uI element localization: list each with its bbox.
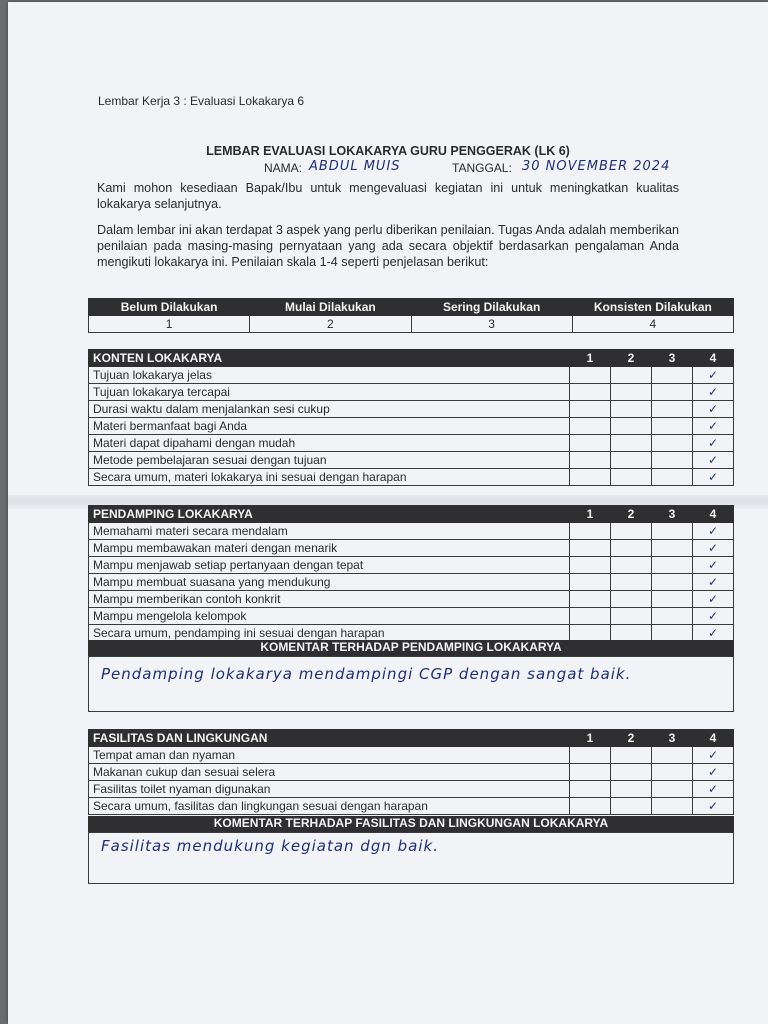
table-row (89, 781, 734, 798)
scale-value: 4 (572, 316, 733, 333)
check-mark-icon[interactable]: ✓ (693, 608, 734, 625)
item-text: Makanan cukup dan sesuai selera (89, 764, 570, 781)
item-text: Secara umum, fasilitas dan lingkungan sesuai dengan harapan (89, 798, 570, 815)
check-mark-icon[interactable]: ✓ (693, 747, 734, 764)
scale-label: Mulai Dilakukan (250, 299, 411, 316)
score-header: 2 (611, 730, 652, 747)
scale-value: 1 (89, 316, 250, 333)
table-row (89, 367, 734, 384)
table-row (89, 401, 734, 418)
worksheet-paper (8, 2, 768, 1024)
scale-label: Belum Dilakukan (89, 299, 250, 316)
section-title: KONTEN LOKAKARYA (89, 350, 570, 367)
score-header: 3 (652, 730, 693, 747)
table-row (89, 469, 734, 486)
table-row (89, 608, 734, 625)
item-text: Mampu memberikan contoh konkrit (89, 591, 570, 608)
table-row (89, 557, 734, 574)
score-header: 4 (693, 730, 734, 747)
check-mark-icon[interactable]: ✓ (693, 418, 734, 435)
item-text: Mampu menjawab setiap pertanyaan dengan tepat (89, 557, 570, 574)
score-header: 2 (611, 506, 652, 523)
score-header: 1 (570, 350, 611, 367)
score-header: 4 (693, 506, 734, 523)
scale-label: Sering Dilakukan (411, 299, 572, 316)
item-text: Tujuan lokakarya tercapai (89, 384, 570, 401)
scale-value: 3 (411, 316, 572, 333)
intro-paragraph-1: Kami mohon kesediaan Bapak/Ibu untuk mengevaluasi kegiatan ini untuk meningkatkan kualitas lokakarya selanjutnya. (97, 181, 679, 211)
rating-scale-table (88, 298, 734, 333)
scale-value: 2 (250, 316, 411, 333)
table-row (89, 418, 734, 435)
pendamping-comment-box[interactable] (88, 656, 734, 712)
fasilitas-comment-text: Fasilitas mendukung kegiatan dgn baik. (101, 837, 439, 855)
check-mark-icon[interactable]: ✓ (693, 764, 734, 781)
section-title: PENDAMPING LOKAKARYA (89, 506, 570, 523)
table-row (89, 798, 734, 815)
check-mark-icon[interactable]: ✓ (693, 401, 734, 418)
pendamping-comment-title: KOMENTAR TERHADAP PENDAMPING LOKAKARYA (88, 640, 734, 656)
check-mark-icon[interactable]: ✓ (693, 452, 734, 469)
item-text: Metode pembelajaran sesuai dengan tujuan (89, 452, 570, 469)
item-text: Mampu membuat suasana yang mendukung (89, 574, 570, 591)
fasilitas-comment-box[interactable] (88, 832, 734, 884)
fasilitas-table (88, 729, 734, 815)
table-row (89, 384, 734, 401)
item-text: Memahami materi secara mendalam (89, 523, 570, 540)
item-text: Secara umum, materi lokakarya ini sesuai dengan harapan (89, 469, 570, 486)
table-row (89, 625, 734, 642)
pendamping-comment-text: Pendamping lokakarya mendampingi CGP dengan sangat baik. (101, 665, 632, 683)
score-header: 4 (693, 350, 734, 367)
check-mark-icon[interactable]: ✓ (693, 557, 734, 574)
item-text: Materi bermanfaat bagi Anda (89, 418, 570, 435)
worksheet-label: Lembar Kerja 3 : Evaluasi Lokakarya 6 (98, 94, 305, 108)
item-text: Tempat aman dan nyaman (89, 747, 570, 764)
item-text: Tujuan lokakarya jelas (89, 367, 570, 384)
section-title: FASILITAS DAN LINGKUNGAN (89, 730, 570, 747)
check-mark-icon[interactable]: ✓ (693, 367, 734, 384)
check-mark-icon[interactable]: ✓ (693, 625, 734, 642)
check-mark-icon[interactable]: ✓ (693, 540, 734, 557)
name-value: ABDUL MUIS (309, 159, 401, 174)
date-value: 30 NOVEMBER 2024 (522, 159, 671, 174)
score-header: 1 (570, 506, 611, 523)
pendamping-table (88, 505, 734, 642)
score-header: 2 (611, 350, 652, 367)
score-header: 3 (652, 350, 693, 367)
item-text: Secara umum, pendamping ini sesuai dengan harapan (89, 625, 570, 642)
table-row (89, 591, 734, 608)
intro-paragraph-2: Dalam lembar ini akan terdapat 3 aspek yang perlu diberikan penilaian. Tugas Anda adalah memberikan penilaian pada masing-masing pernyataan yang ada secara objektif berdasarkan pengalaman Anda mengikuti lokakarya ini. Penilaian skala 1-4 seperti penjelasan berikut: (97, 223, 679, 269)
item-text: Fasilitas toilet nyaman digunakan (89, 781, 570, 798)
name-label: NAMA: (264, 161, 303, 175)
fasilitas-comment-title: KOMENTAR TERHADAP FASILITAS DAN LINGKUNGAN LOKAKARYA (88, 816, 734, 832)
check-mark-icon[interactable]: ✓ (693, 591, 734, 608)
table-row (89, 747, 734, 764)
date-label: TANGGAL: (452, 161, 512, 175)
table-row (89, 435, 734, 452)
table-row (89, 523, 734, 540)
form-title: LEMBAR EVALUASI LOKAKARYA GURU PENGGERAK (LK 6) (206, 144, 570, 158)
item-text: Durasi waktu dalam menjalankan sesi cukup (89, 401, 570, 418)
check-mark-icon[interactable]: ✓ (693, 781, 734, 798)
item-text: Mampu membawakan materi dengan menarik (89, 540, 570, 557)
check-mark-icon[interactable]: ✓ (693, 384, 734, 401)
scale-label: Konsisten Dilakukan (572, 299, 733, 316)
item-text: Materi dapat dipahami dengan mudah (89, 435, 570, 452)
check-mark-icon[interactable]: ✓ (693, 574, 734, 591)
score-header: 1 (570, 730, 611, 747)
table-row (89, 452, 734, 469)
table-row (89, 764, 734, 781)
check-mark-icon[interactable]: ✓ (693, 435, 734, 452)
table-row (89, 574, 734, 591)
check-mark-icon[interactable]: ✓ (693, 469, 734, 486)
check-mark-icon[interactable]: ✓ (693, 523, 734, 540)
konten-table (88, 349, 734, 486)
check-mark-icon[interactable]: ✓ (693, 798, 734, 815)
table-row (89, 540, 734, 557)
score-header: 3 (652, 506, 693, 523)
item-text: Mampu mengelola kelompok (89, 608, 570, 625)
